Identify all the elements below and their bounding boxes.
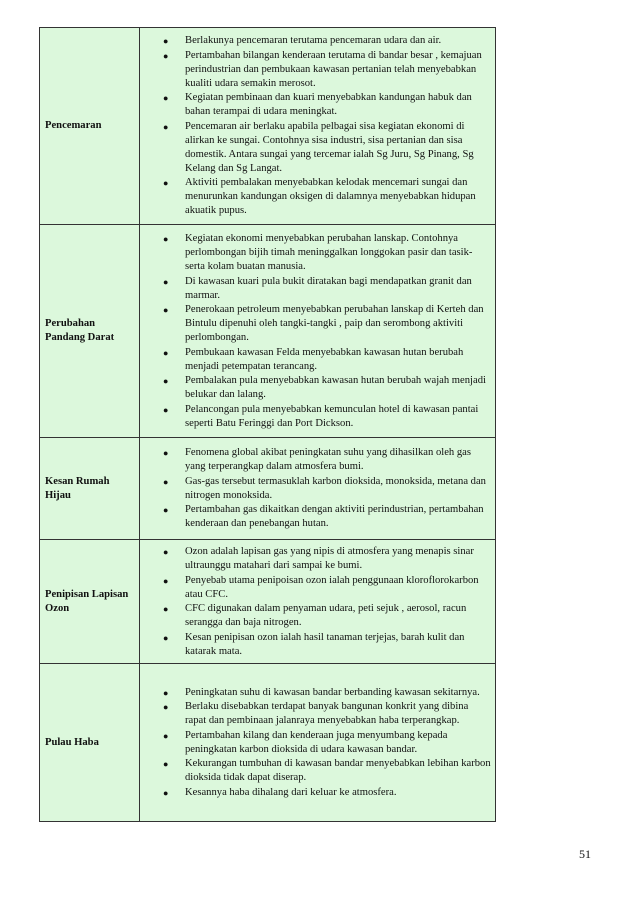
row-label: Perubahan Pandang Darat [40, 225, 140, 438]
bullet-icon: ● [163, 575, 169, 586]
list-item: ● Kekurangan tumbuhan di kawasan bandar menyebabkan lebihan karbon dioksida tidak dapat diserap. [163, 758, 491, 784]
bullet-icon: ● [163, 759, 169, 770]
table-row [40, 438, 496, 540]
bullet-icon: ● [163, 347, 169, 358]
bullet-list [140, 545, 491, 659]
bullet-icon: ● [163, 702, 169, 713]
list-item: ● Pelancongan pula menyebabkan kemunculan hotel di kawasan pantai seperti Batu Feringgi dan Port Dickson. [163, 403, 479, 429]
list-item: ● Pertambahan gas dikaitkan dengan aktiviti perindustrian, pertambahan kenderaan dan penebangan hutan. [163, 504, 484, 530]
row-content [140, 225, 496, 438]
bullet-icon: ● [163, 50, 169, 61]
list-item: ● Kegiatan ekonomi menyebabkan perubahan lanskap. Contohnya perlombongan bijih timah meninggalkan longgokan pasir dan tasik- serta kolam buatan manusia. [163, 233, 473, 272]
list-item: ● Pertambahan kilang dan kenderaan juga menyumbang kepada peningkatan karbon dioksida di udara kawasan bandar. [163, 729, 448, 755]
bullet-icon: ● [163, 448, 169, 459]
list-item: ● CFC digunakan dalam penyaman udara, peti sejuk , aerosol, racun serangga dan baja nitrogen. [163, 603, 467, 628]
info-table [39, 27, 496, 822]
list-item: ● Pencemaran air berlaku apabila pelbagai sisa kegiatan ekonomi di alirkan ke sungai. Contohnya sisa industri, sisa pertanian dan sisa domestik. Antara sungai yang tercemar ialah Sg Juru, Sg Pinang, Sg Kelang dan Sg Langat. [163, 120, 474, 174]
bullet-icon: ● [163, 121, 169, 132]
row-content [140, 540, 496, 664]
bullet-list [140, 446, 491, 531]
bullet-list [140, 686, 491, 800]
bullet-icon: ● [163, 93, 169, 104]
bullet-icon: ● [163, 305, 169, 315]
bullet-icon: ● [163, 730, 169, 741]
table-row [40, 28, 496, 225]
row-label: Penipisan Lapisan Ozon [40, 540, 140, 664]
list-item: ● Penyebab utama penipoisan ozon ialah penggunaan kloroflorokarbon atau CFC. [163, 574, 479, 600]
row-content [140, 438, 496, 540]
bullet-icon: ● [163, 36, 169, 47]
row-label: Pulau Haba [40, 664, 140, 822]
bullet-icon: ● [163, 476, 169, 487]
bullet-list [140, 34, 491, 218]
list-item: ● Kesannya haba dihalang dari keluar ke atmosfera. [163, 786, 397, 798]
table-row [40, 225, 496, 438]
bullet-icon: ● [163, 687, 169, 698]
list-item: ● Kesan penipisan ozon ialah hasil tanaman terjejas, barah kulit dan katarak mata. [163, 631, 465, 657]
table-row [40, 540, 496, 664]
row-content [140, 28, 496, 225]
bullet-icon: ● [163, 178, 169, 189]
bullet-list [140, 232, 491, 431]
bullet-icon: ● [163, 632, 169, 643]
bullet-icon: ● [163, 376, 169, 386]
list-item: ● Pembukaan kawasan Felda menyebabkan kawasan hutan berubah menjadi petempatan terancang. [163, 346, 464, 372]
row-label: Kesan Rumah Hijau [40, 438, 140, 540]
list-item: ● Di kawasan kuari pula bukit diratakan bagi mendapatkan granit dan marmar. [163, 275, 472, 301]
list-item: ● Gas-gas tersebut termasuklah karbon dioksida, monoksida, metana dan nitrogen monoksida. [163, 475, 486, 501]
list-item: ● Penerokaan petroleum menyebabkan perubahan lanskap di Kerteh dan Bintulu dipenuhi oleh tangki-tangki , paip dan serombong aktiviti perlombongan. [163, 304, 484, 343]
list-item: ● Fenomena global akibat peningkatan suhu yang dihasilkan oleh gas yang terperangkap dalam atmosfera bumi. [163, 447, 471, 473]
list-item: ● Pertambahan bilangan kenderaan terutama di bandar besar , kemajuan perindustrian dan pembukaan kawasan pertanian telah menyebabkan kualiti udara semakin merosot. [163, 49, 482, 89]
row-content [140, 664, 496, 822]
bullet-icon: ● [163, 276, 169, 287]
list-item: ● Berlaku disebabkan terdapat banyak bangunan konkrit yang dibina rapat dan pembinaan jalanraya menyebabkan haba terperangkap. [163, 701, 469, 727]
page-number: 51 [579, 847, 591, 861]
bullet-icon: ● [163, 234, 169, 244]
list-item: ● Berlakunya pencemaran terutama pencemaran udara dan air. [163, 35, 442, 47]
list-item: ● Aktiviti pembalakan menyebabkan kelodak mencemari sungai dan menurunkan kandungan oksigen di dalamnya menyebabkan hidupan akuatik pupus. [163, 177, 476, 217]
bullet-icon: ● [163, 547, 169, 557]
bullet-icon: ● [163, 604, 169, 614]
list-item: ● Ozon adalah lapisan gas yang nipis di atmosfera yang menapis sinar ultraunggu matahari dari sampai ke bumi. [163, 546, 474, 571]
row-label: Pencemaran [40, 28, 140, 225]
list-item: ● Peningkatan suhu di kawasan bandar berbanding kawasan sekitarnya. [163, 686, 480, 698]
bullet-icon: ● [163, 505, 169, 516]
table-row [40, 664, 496, 822]
list-item: ● Kegiatan pembinaan dan kuari menyebabkan kandungan habuk dan bahan terampai di udara meningkat. [163, 92, 472, 118]
list-item: ● Pembalakan pula menyebabkan kawasan hutan berubah wajah menjadi belukar dan lalang. [163, 375, 486, 400]
bullet-icon: ● [163, 787, 169, 798]
bullet-icon: ● [163, 404, 169, 415]
